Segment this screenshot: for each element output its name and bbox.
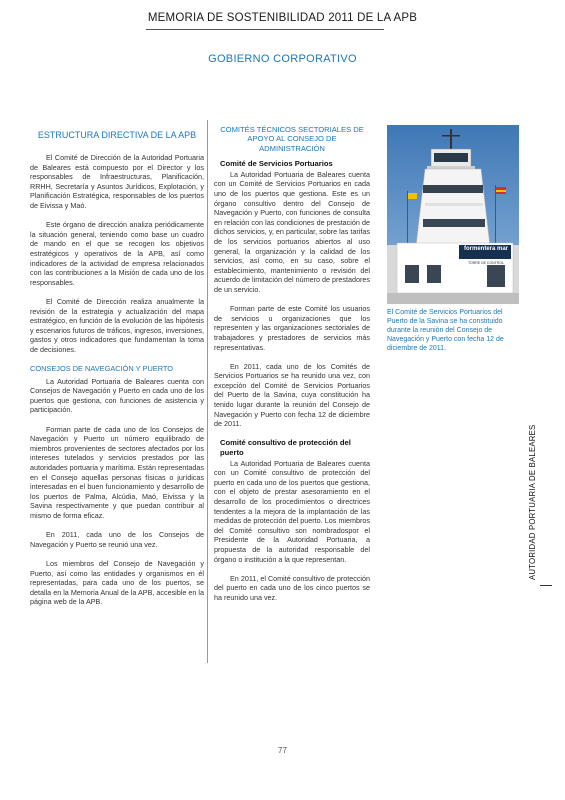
page-number: 77 [278, 746, 287, 755]
middle-column [214, 125, 370, 612]
subheading-proteccion: Comité consultivo de protección del puerto [220, 438, 351, 458]
sign-text: formentera mar [463, 246, 508, 252]
paragraph: Forman parte de cada uno de los Consejos de Navegación y Puerto un número equilibrado de miembros provenientes de sectores afectados por los intereses tutelados y servicios prestados por las autoridades portuaria y marítima. Están representadas en el Consejo aquellas personas físicas o jurídicas interesadas en el buen funcionamiento y desarrollo de los puertos de Palma, Alcúdia, Maó, Eivissa y la Savina respectivamente y que puedan contribuir al mismo de forma eficaz. [30, 424, 204, 520]
control-tower-illustration [387, 125, 519, 304]
paragraph: En 2011, el Comité consultivo de protección del puerto en cada uno de los cinco puertos se ha reunido una vez. [214, 573, 370, 602]
paragraph: En 2011, cada uno de los Consejos de Navegación y Puerto se reunió una vez. [30, 530, 204, 549]
control-tower-photo [387, 125, 519, 304]
paragraph: Este órgano de dirección analiza periódicamente la situación general, teniendo como base un cuadro de mando en el que se recogen los objetivos estratégicos y operativos de la APB, así como indicadores de la actividad de empresa relacionados con las contribuciones a la Misión de cada uno de los responsables. [30, 220, 204, 287]
photo-caption: El Comité de Servicios Portuarios del Puerto de la Savina se ha constituido durante la reunión del Consejo de Navegación y Puerto con fecha 12 de diciembre de 2011. [387, 309, 504, 352]
paragraph: Forman parte de este Comité los usuarios de servicios u organizaciones que los representen y las organizaciones sectoriales de trabajadores y prestadores de servicios más representativas. [214, 304, 370, 352]
heading-comites: COMITÉS TÉCNICOS SECTORIALES DE APOYO AL CONSEJO DE ADMINISTRACIÓN [220, 125, 364, 153]
heading-estructura: ESTRUCTURA DIRECTIVA DE LA APB [37, 130, 197, 140]
paragraph: El Comité de Dirección realiza anualmente la revisión de la estrategia y actualización del mapa estratégico, en función de la evolución de las hipótesis y escenarios futuros de tráficos, ingresos, inversiones, gastos y otros indicadores que fundamentan la toma de decisiones. [30, 296, 204, 354]
paragraph: La Autoridad Portuaria de Baleares cuenta con Consejos de Navegación y Puerto en cada uno de los puertos que gestiona, con funciones de asistencia y participación. [30, 376, 204, 415]
document-title: MEMORIA DE SOSTENIBILIDAD 2011 DE LA APB [147, 12, 418, 24]
paragraph: La Autoridad Portuaria de Baleares cuenta con un Comité consultivo de protección del puerto en cada uno de los puertos que gestiona, con el objeto de prestar asesoramiento en el desarrollo de los procedimientos o directrices tendentes a la mejora de la implantación de las medidas de protección del puerto. Los miembros del Comité consultivo son nombradospor el Presidente de la Autoridad Portuaria, a propuesta de la autoridad responsable del órgano o institución a la que representan. [214, 458, 370, 564]
header-rule [146, 29, 384, 30]
subheading-servicios: Comité de Servicios Portuarios [220, 159, 333, 169]
sidebar-label: AUTORIDAD PORTUARIA DE BALEARES [528, 424, 537, 580]
column-divider [207, 120, 208, 663]
section-title: GOBIERNO CORPORATIVO [208, 53, 357, 65]
sidebar-rule [540, 585, 552, 586]
subheading-consejos: CONSEJOS DE NAVEGACIÓN Y PUERTO [30, 364, 174, 374]
paragraph: En 2011, cada uno de los Comités de Servicios Portuarios se ha reunido una vez, con excepción del Comité de Servicios Portuarios del Puerto de la Savina, cuya constitución ha tenido lugar durante la reunión del Consejo de Navegación y Puerto con fecha 12 de diciembre de 2011. [214, 361, 370, 429]
sign-subtext: TORRE DE CONTROL [467, 261, 505, 265]
paragraph: El Comité de Dirección de la Autoridad Portuaria de Baleares está compuesto por el Director y los responsables de Infraestructuras, Planificación, RRHH, Secretaría y Asuntos Jurídicos, Explotación, y Planificación Estratégica, responsables de los puertos de Eivissa y Maó. [30, 153, 204, 210]
paragraph: Los miembros del Consejo de Navegación y Puerto, así como las entidades y organismos en él representadas, para cada uno de los puertos, se detalla en la Memoria Anual de la APB, accesible en la página web de la APB. [30, 558, 204, 607]
left-column [30, 130, 204, 617]
paragraph: La Autoridad Portuaria de Baleares cuenta con un Comité de Servicios Portuarios en cada uno de los puertos que gestiona. Este es un órgano consultivo dentro del Consejo de Navegación y Puerto, con funciones de consulta en relación con las condiciones de prestación de dichos servicios, y, en particular, sobre las tarifas de los servicios portuarios abiertos al uso general, la organización y la calidad de los servicios, así como, en su caso, sobre el establecimiento, mantenimiento o revisión del acuerdo de limitación del número de prestadores de un servicio. [214, 169, 370, 294]
